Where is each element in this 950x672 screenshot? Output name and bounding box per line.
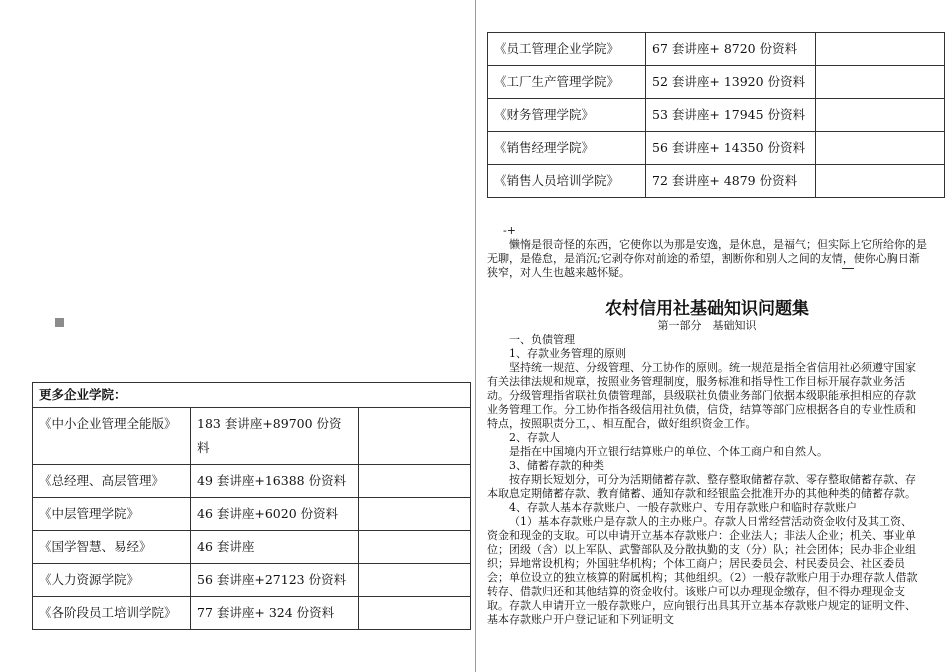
section-heading: 2、存款人 xyxy=(509,431,560,444)
table-row xyxy=(488,66,945,99)
table-row xyxy=(33,531,471,564)
empty-cell xyxy=(359,498,471,531)
quote-block xyxy=(487,224,927,280)
document-title: 农村信用社基础知识问题集 xyxy=(605,299,809,319)
course-name-cell: 《销售人员培训学院》 xyxy=(488,165,646,198)
empty-cell xyxy=(816,165,945,198)
course-name-cell: 《财务管理学院》 xyxy=(488,99,646,132)
course-name-cell: 《人力资源学院》 xyxy=(33,564,191,597)
table-row xyxy=(488,99,945,132)
empty-cell xyxy=(816,99,945,132)
table-row xyxy=(33,564,471,597)
table-row xyxy=(33,498,471,531)
course-content-cell: 46 套讲座+6020 份资料 xyxy=(191,498,359,531)
table-row xyxy=(33,465,471,498)
right-course-table xyxy=(487,32,945,198)
section-heading: 3、储蓄存款的种类 xyxy=(509,459,604,472)
section-heading: 1、存款业务管理的原则 xyxy=(509,347,626,360)
course-name-cell: 《各阶段员工培训学院》 xyxy=(33,597,191,630)
empty-cell xyxy=(359,408,471,465)
separator-dash xyxy=(842,268,854,269)
document-subtitle: 第一部分 基础知识 xyxy=(657,319,757,332)
table-title: 更多企业学院： xyxy=(33,383,471,408)
left-table-body xyxy=(33,383,471,630)
table-row xyxy=(488,132,945,165)
course-content-cell: 183 套讲座+89700 份资料 xyxy=(191,408,359,465)
table-title-row xyxy=(33,383,471,408)
body-paragraph: （1）基本存款账户是存款人的主办账户。存款人日常经营活动资金收付及其工资、资金和现金的支取。可以申请开立基本存款账户：企业法人；非法人企业；机关、事业单位；团级（含）以上军队、武警部队及分散执勤的支（分）队；社会团体；民办非企业组织；异地常设机构；外国驻华机构；个体工商户；居民委员会、村民委员会、社区委员会；单位设立的独立核算的附属机构；其他组织。（2）一般存款账户用于办理存款人借款转存、借款归还和其他结算的资金收付。该账户可以办理现金缴存，但不得办理现金支取。存款人申请开立一般存款账户，应向银行出具其开立基本存款账户规定的证明文件、基本存款账户开户登记证和下列证明文 xyxy=(487,515,918,626)
course-name-cell: 《销售经理学院》 xyxy=(488,132,646,165)
right-table-body xyxy=(488,33,945,198)
course-name-cell: 《中小企业管理全能版》 xyxy=(33,408,191,465)
quote-mark: -+ xyxy=(503,224,516,237)
section-heading: 4、存款人基本存款账户、一般存款账户、专用存款账户和临时存款账户 xyxy=(509,501,857,514)
left-course-table xyxy=(32,382,471,630)
course-name-cell: 《总经理、高层管理》 xyxy=(33,465,191,498)
empty-cell xyxy=(359,564,471,597)
course-content-cell: 52 套讲座+ 13920 份资料 xyxy=(646,66,816,99)
course-name-cell: 《中层管理学院》 xyxy=(33,498,191,531)
empty-cell xyxy=(359,465,471,498)
course-content-cell: 56 套讲座+ 14350 份资料 xyxy=(646,132,816,165)
course-name-cell: 《工厂生产管理学院》 xyxy=(488,66,646,99)
table-row xyxy=(488,165,945,198)
table-row xyxy=(488,33,945,66)
bullet-square-icon xyxy=(55,318,64,327)
empty-cell xyxy=(816,132,945,165)
course-content-cell: 49 套讲座+16388 份资料 xyxy=(191,465,359,498)
course-content-cell: 67 套讲座+ 8720 份资料 xyxy=(646,33,816,66)
body-paragraph: 是指在中国境内开立银行结算账户的单位、个体工商户和自然人。 xyxy=(509,445,828,458)
empty-cell xyxy=(359,531,471,564)
course-content-cell: 77 套讲座+ 324 份资料 xyxy=(191,597,359,630)
quote-text: 懒惰是很奇怪的东西，它使你以为那是安逸，是休息，是福气；但实际上它所给你的是无聊，是倦怠，是消沉;它剥夺你对前途的希望，割断你和别人之间的友情，使你心胸日渐狭窄，对人生也越来越怀疑。 xyxy=(487,238,927,279)
course-content-cell: 46 套讲座 xyxy=(191,531,359,564)
course-name-cell: 《国学智慧、易经》 xyxy=(33,531,191,564)
empty-cell xyxy=(816,66,945,99)
body-paragraph: 坚持统一规范、分级管理、分工协作的原则。统一规范是指全省信用社必须遵守国家有关法律法规和规章，按照业务管理制度，服务标准和指导性工作目标开展存款业务活动。分级管理指省联社负债管理部，县级联社负债业务部门依据本级职能承担相应的存款业务管理工作。分工协作指各级信用社负债，信贷，结算等部门应根据各自的专业性质和特点，按照职责分工，、相互配合，做好组织资金工作。 xyxy=(487,361,916,430)
course-content-cell: 56 套讲座+27123 份资料 xyxy=(191,564,359,597)
document-body xyxy=(487,333,919,627)
empty-cell xyxy=(816,33,945,66)
course-content-cell: 53 套讲座+ 17945 份资料 xyxy=(646,99,816,132)
body-paragraph: 按存期长短划分，可分为活期储蓄存款、整存整取储蓄存款、零存整取储蓄存款、存本取息定期储蓄存款、教育储蓄、通知存款和经银监会批准开办的其他种类的储蓄存款。 xyxy=(487,473,916,500)
course-content-cell: 72 套讲座+ 4879 份资料 xyxy=(646,165,816,198)
course-name-cell: 《员工管理企业学院》 xyxy=(488,33,646,66)
empty-cell xyxy=(359,597,471,630)
section-heading: 一、负债管理 xyxy=(509,333,575,346)
column-divider xyxy=(475,0,476,672)
table-row xyxy=(33,597,471,630)
table-row xyxy=(33,408,471,465)
